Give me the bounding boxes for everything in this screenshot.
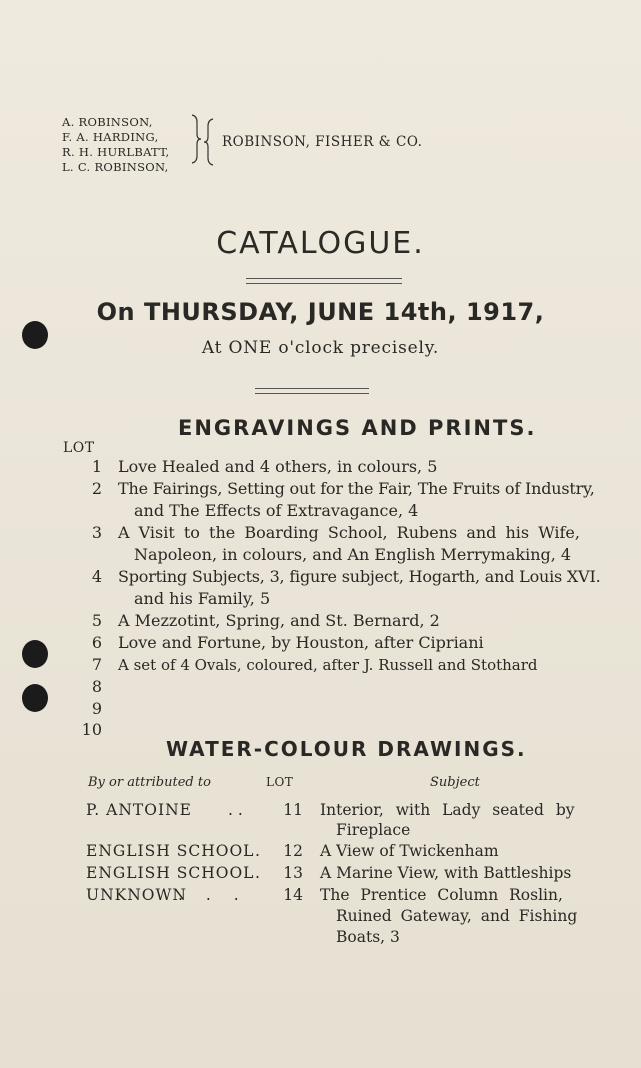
sale-time: At ONE o'clock precisely. bbox=[201, 338, 440, 358]
subject-text: Ruined Gateway, and Fishing bbox=[336, 907, 578, 925]
leader-dots: . . . bbox=[178, 886, 239, 904]
subject-text: Interior, with Lady seated by bbox=[320, 801, 575, 819]
column-header-subject: Subject bbox=[430, 775, 480, 790]
leader-dots: . bbox=[255, 864, 260, 882]
binder-hole bbox=[22, 684, 48, 712]
lot-description: Sporting Subjects, 3, figure subject, Hogarth, and Louis XVI. bbox=[118, 567, 601, 586]
lot-number: 9 bbox=[91, 699, 102, 718]
lot-description: and The Effects of Extravagance, 4 bbox=[134, 501, 419, 520]
lot-description: A Mezzotint, Spring, and St. Bernard, 2 bbox=[118, 611, 440, 630]
subject-text: A View of Twickenham bbox=[320, 842, 499, 860]
partner-name: R. H. HURLBATT, bbox=[62, 145, 170, 159]
lot-number: 14 bbox=[283, 886, 303, 904]
subject-text: Fireplace bbox=[336, 821, 411, 839]
subject-text: Boats, 3 bbox=[336, 928, 400, 946]
lot-number: 7 bbox=[91, 655, 102, 674]
lot-description: Love and Fortune, by Houston, after Cipriani bbox=[118, 633, 484, 652]
partner-name: A. ROBINSON, bbox=[62, 115, 153, 129]
artist-name: ENGLISH SCHOOL bbox=[86, 842, 255, 860]
lot-number: 5 bbox=[91, 611, 102, 630]
partner-name: F. A. HARDING, bbox=[62, 130, 159, 144]
catalogue-title: CATALOGUE. bbox=[216, 226, 425, 261]
section-heading-watercolours: WATER-COLOUR DRAWINGS. bbox=[166, 737, 527, 761]
lot-number: 8 bbox=[91, 677, 102, 696]
lot-number: 10 bbox=[81, 720, 102, 739]
leader-dots: . . bbox=[228, 801, 243, 819]
lot-description: Love Healed and 4 others, in colours, 5 bbox=[118, 457, 438, 476]
lot-number: 11 bbox=[283, 801, 303, 819]
leader-dots: . bbox=[255, 842, 260, 860]
partners-list bbox=[62, 115, 169, 175]
brace-left bbox=[188, 114, 198, 162]
lot-description: Napoleon, in colours, and An English Merrymaking, 4 bbox=[134, 545, 572, 564]
lot-description: A Visit to the Boarding School, Rubens and his Wife, bbox=[118, 523, 580, 542]
column-header-lot: LOT bbox=[266, 775, 294, 789]
lot-number: 12 bbox=[283, 842, 303, 860]
lot-description: and his Family, 5 bbox=[134, 589, 271, 608]
artist-name: UNKNOWN bbox=[86, 886, 187, 904]
subject-text: A Marine View, with Battleships bbox=[320, 864, 572, 882]
partner-name: L. C. ROBINSON, bbox=[62, 160, 169, 174]
divider bbox=[255, 388, 369, 394]
artist-name: ENGLISH SCHOOL bbox=[86, 864, 255, 882]
lot-number: 13 bbox=[283, 864, 303, 882]
column-header-artist: By or attributed to bbox=[88, 775, 211, 790]
lot-number: 4 bbox=[91, 567, 102, 586]
section-heading-engravings: ENGRAVINGS AND PRINTS. bbox=[178, 416, 537, 440]
lot-number: 1 bbox=[91, 457, 102, 476]
lot-column-label: LOT bbox=[63, 440, 95, 456]
divider bbox=[246, 278, 402, 284]
brace-right bbox=[203, 118, 215, 170]
lot-number: 6 bbox=[91, 633, 102, 652]
lot-description: The Fairings, Setting out for the Fair, The Fruits of Industry, bbox=[118, 479, 595, 498]
firm-name: ROBINSON, FISHER & CO. bbox=[222, 134, 423, 150]
lot-number: 3 bbox=[91, 523, 102, 542]
sale-date: On THURSDAY, JUNE 14th, 1917, bbox=[96, 298, 545, 326]
lot-number: 2 bbox=[91, 479, 102, 498]
lot-description: A set of 4 Ovals, coloured, after J. Russell and Stothard bbox=[118, 656, 538, 674]
subject-text: The Prentice Column Roslin, bbox=[320, 886, 563, 904]
artist-name: P. ANTOINE bbox=[86, 801, 192, 819]
binder-hole bbox=[22, 640, 48, 668]
